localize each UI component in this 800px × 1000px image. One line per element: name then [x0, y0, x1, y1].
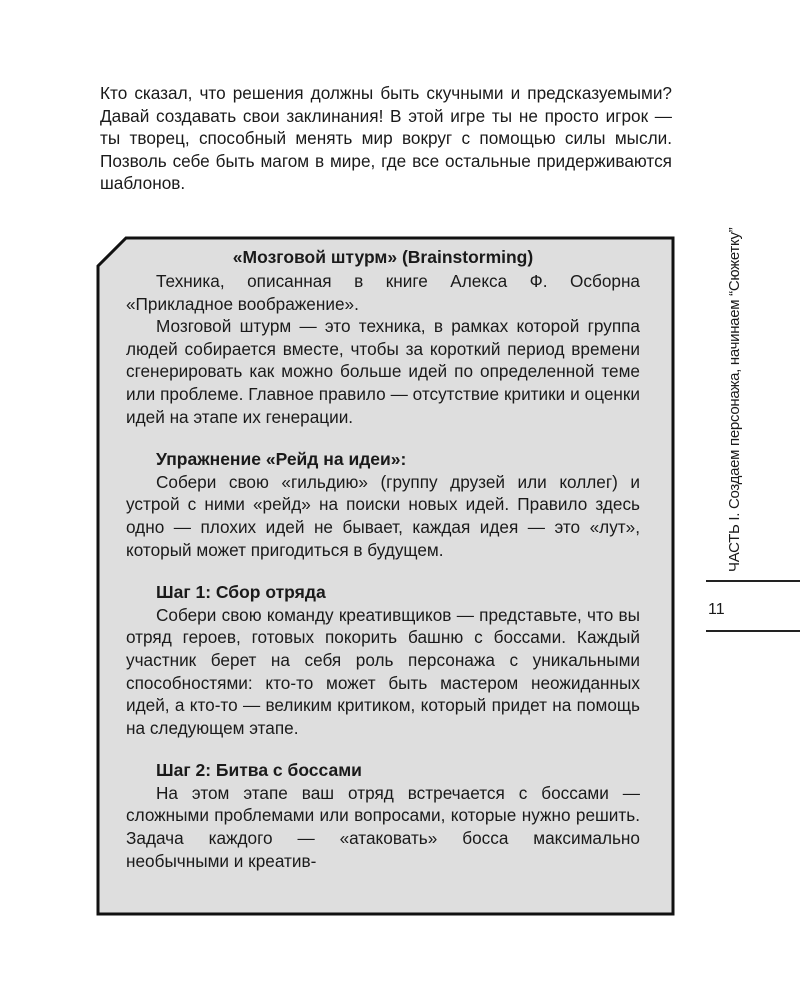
margin-rule-bottom [706, 630, 800, 632]
brainstorming-box [96, 236, 676, 916]
page-number: 11 [708, 601, 725, 618]
intro-paragraph: Кто сказал, что решения должны быть скучными и предсказуемыми? Давай создавать свои заклинания! В этой игре ты не просто игрок — ты творец, способный менять мир вокруг с помощью силы мысли. Позволь себе быть магом в мире, где все остальные придерживаются шаблонов. [100, 83, 672, 194]
exercise-heading: Упражнение «Рейд на идеи»: [156, 449, 407, 470]
step2-text: На этом этапе ваш отряд встречается с боссами — сложными проблемами или вопросами, которые нужно решить. Задача каждого — «атаковать» босса максимально необычными и креатив- [126, 782, 640, 871]
step1-heading: Шаг 1: Сбор отряда [156, 582, 326, 603]
box-source-paragraph: Техника, описанная в книге Алекса Ф. Осборна «Прикладное воображение». [126, 271, 640, 314]
box-title: «Мозговой штурм» (Brainstorming) [232, 247, 534, 267]
intro-text [100, 82, 672, 195]
step2-heading: Шаг 2: Битва с боссами [156, 760, 362, 781]
box-content [126, 244, 640, 872]
step1-text: Собери свою команду креативщиков — представьте, что вы отряд героев, готовых покорить башню с боссами. Каждый участник берет на себя роль персонажа с уникальными способностями: кто-то может быть мастером неожиданных идей, а кто-то — великим критиком, который придет на помощь на следующем этапе. [126, 604, 640, 738]
exercise-text: Собери свою «гильдию» (группу друзей или коллег) и устрой с ними «рейд» на поиски новых идей. Правило здесь одно — плохих идей не бывает, каждая идея — это «лут», который может пригодиться в будущем. [126, 471, 640, 560]
box-definition-paragraph: Мозговой штурм — это техника, в рамках которой группа людей собирается вместе, чтобы за короткий период времени сгенерировать как можно больше идей по определенной теме или проблеме. Главное правило — отсутствие критики и оценки идей на этапе их генерации. [126, 316, 640, 427]
running-head: ЧАСТЬ I. Создаем персонажа, начинаем “Сюжетку” [726, 227, 743, 572]
margin-rule-top [706, 580, 800, 582]
